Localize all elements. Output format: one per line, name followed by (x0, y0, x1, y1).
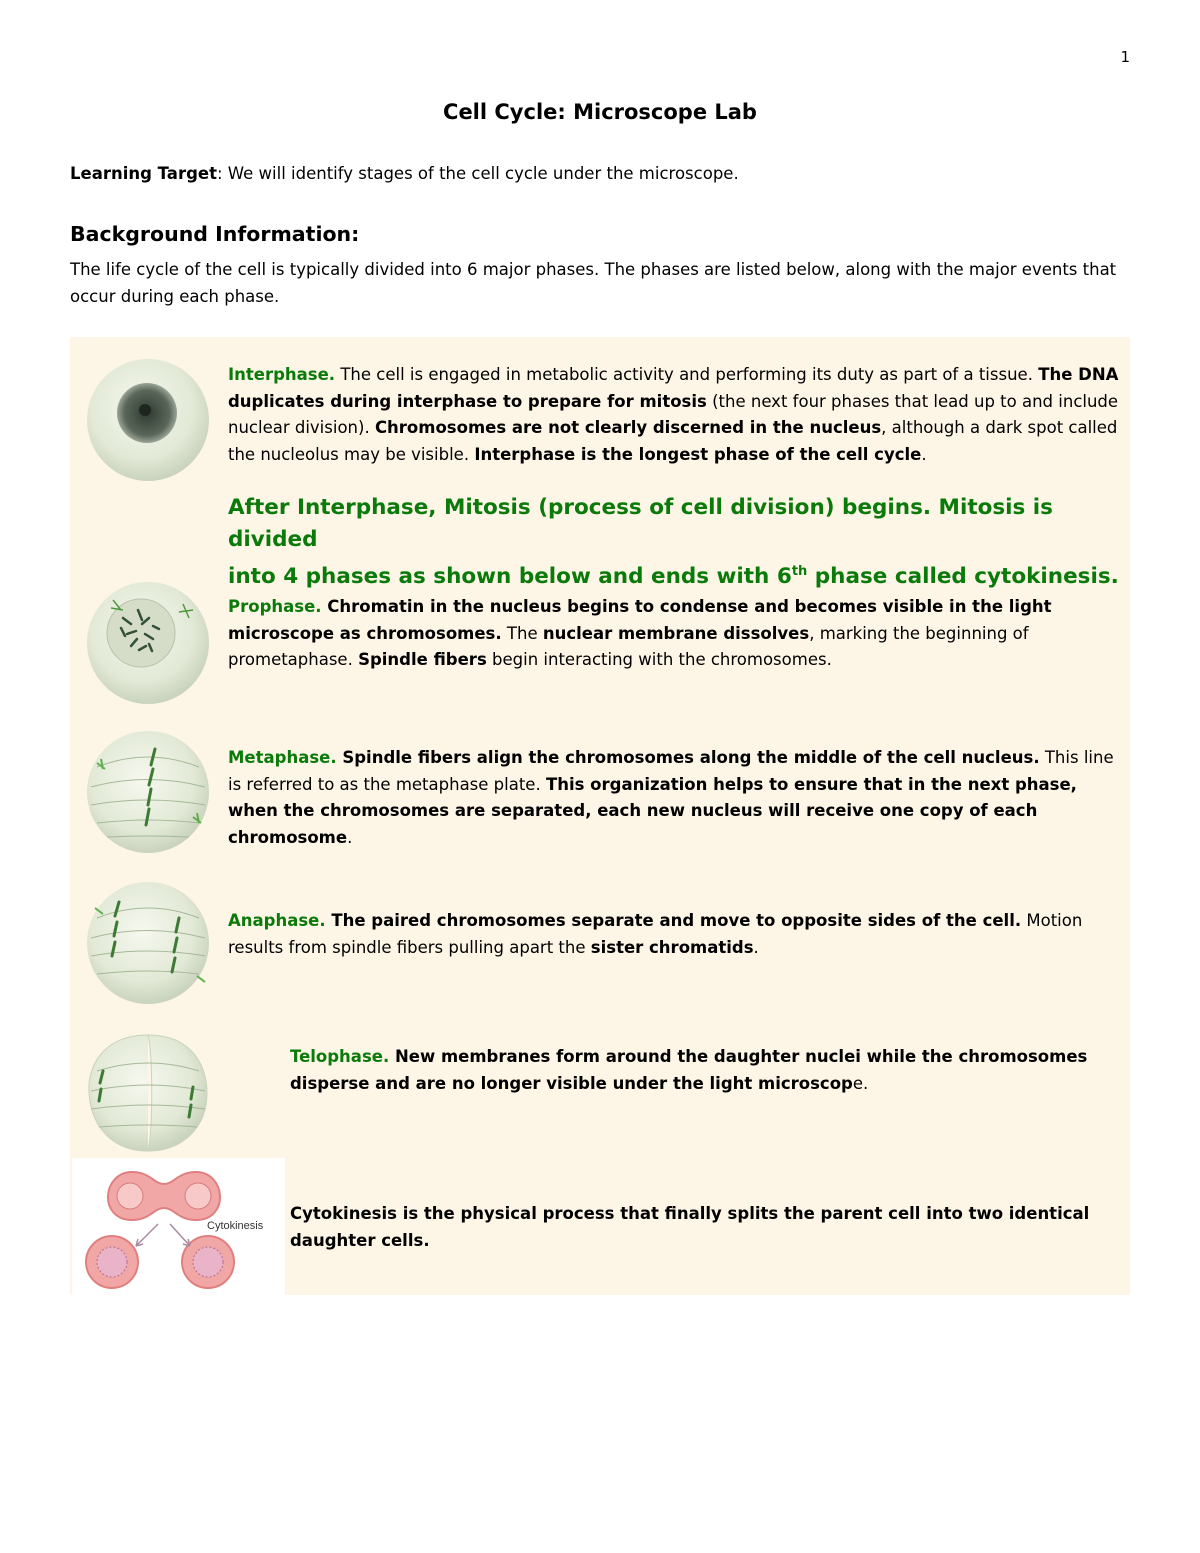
interphase-text-1: The cell is engaged in metabolic activity and performing its duty as part of a tissue. (335, 365, 1039, 384)
anaphase-bold-2: sister chromatids (590, 937, 754, 957)
learning-target-label: Learning Target (70, 164, 217, 183)
interphase-description (228, 362, 1130, 468)
prophase-bold-3: Spindle fibers (358, 650, 487, 669)
interphase-label: Interphase. (228, 365, 336, 384)
cytokinesis-image-label: Cytokinesis (207, 1220, 264, 1232)
mitosis-callout-line-2-start: into 4 phases as shown below and ends with 6 (228, 564, 792, 590)
mitosis-callout-line-1: After Interphase, Mitosis (process of cell division) begins. Mitosis is divided (228, 495, 1053, 552)
anaphase-cell-image (83, 878, 213, 1008)
telophase-description (290, 1044, 1090, 1097)
learning-target-colon: : (216, 164, 223, 183)
prophase-bold-2: nuclear membrane dissolves (542, 623, 810, 643)
background-heading: Background Information: (70, 222, 360, 246)
document-title: Cell Cycle: Microscope Lab (443, 100, 757, 124)
metaphase-bold-1: Spindle fibers align the chromosomes along the middle of the cell nucleus. (336, 748, 1040, 767)
page-number: 1 (1120, 48, 1130, 66)
metaphase-label: Metaphase. (228, 748, 337, 767)
interphase-text-4: . (921, 444, 927, 464)
anaphase-text-2: . (753, 937, 759, 957)
interphase-bold-1: The DNA duplicates during interphase to prepare for mitosis (228, 365, 1119, 411)
mitosis-callout-line-2-end: phase called cytokinesis. (807, 564, 1119, 590)
metaphase-text-2: . (347, 827, 353, 847)
mitosis-callout-superscript: th (791, 564, 808, 579)
prophase-text-3: begin interacting with the chromosomes. (486, 650, 832, 669)
telophase-label: Telophase. (290, 1047, 390, 1066)
prophase-text-1: The (501, 623, 543, 643)
anaphase-label: Anaphase. (228, 911, 326, 930)
metaphase-description (228, 745, 1130, 851)
learning-target-text: We will identify stages of the cell cycle under the microscope. (222, 164, 739, 183)
anaphase-description (228, 908, 1130, 961)
prophase-text-2: , marking the beginning of prometaphase. (228, 623, 1029, 669)
cytokinesis-description: Cytokinesis is the physical process that finally splits the parent cell into two identical daughter cells. (290, 1204, 1090, 1250)
interphase-bold-3: Interphase is the longest phase of the cell cycle (474, 444, 922, 464)
prophase-cell-image (83, 578, 213, 708)
telophase-cell-image (83, 1027, 213, 1157)
background-text: The life cycle of the cell is typically divided into 6 major phases. The phases are listed below, along with the major events that occur during each phase. (70, 260, 1117, 306)
interphase-text-2: (the next four phases that lead up to and include nuclear division). (228, 391, 1119, 437)
anaphase-text-1: Motion results from spindle fibers pulling apart the (228, 911, 1083, 957)
anaphase-bold-1: The paired chromosomes separate and move to opposite sides of the cell. (325, 911, 1022, 930)
mitosis-callout (228, 492, 1130, 593)
cytokinesis-diagram (72, 1158, 285, 1295)
mitosis-callout-line-2 (228, 556, 1130, 593)
telophase-bold-1: New membranes form around the daughter nuclei while the chromosomes disperse and are no longer visible under the light microscop (290, 1047, 1088, 1093)
prophase-bold-1: Chromatin in the nucleus begins to condense and becomes visible in the light microscope as chromosomes. (228, 597, 1052, 643)
interphase-text-3: , although a dark spot called the nucleolus may be visible. (228, 418, 1118, 464)
interphase-cell-image (83, 355, 213, 485)
metaphase-bold-2: This organization helps to ensure that in the next phase, when the chromosomes are separated, each new nucleus will receive one copy of each chromosome (228, 774, 1077, 847)
metaphase-text-1: This line is referred to as the metaphase plate. (228, 748, 1114, 794)
prophase-label: Prophase. (228, 597, 322, 616)
metaphase-cell-image (83, 727, 213, 857)
telophase-text-1: e. (852, 1073, 869, 1093)
learning-target (70, 164, 739, 183)
prophase-description (228, 594, 1130, 674)
interphase-bold-2: Chromosomes are not clearly discerned in the nucleus (374, 418, 882, 437)
